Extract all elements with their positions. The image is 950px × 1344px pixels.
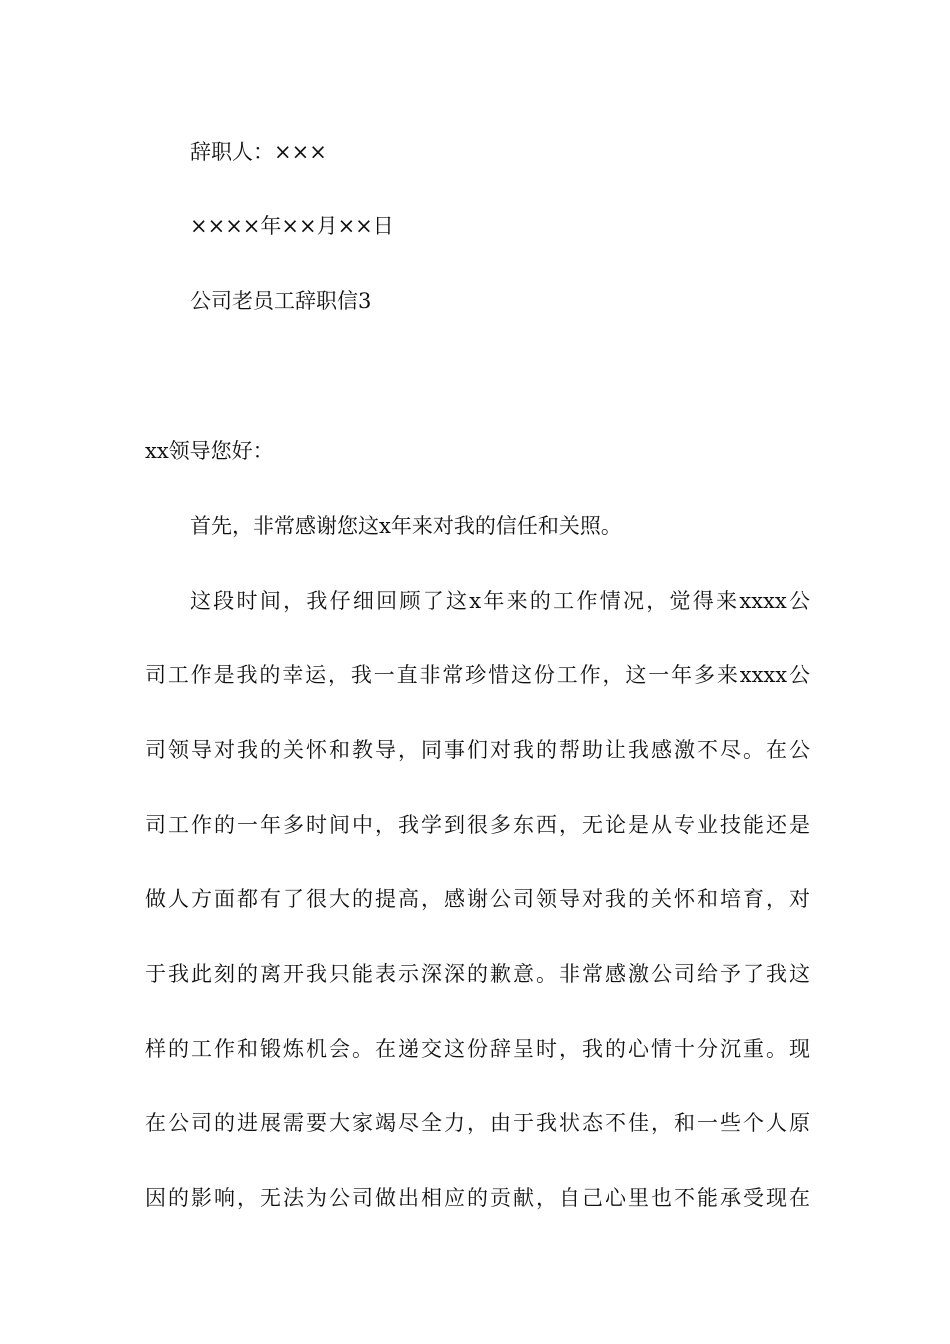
paragraph-2-line-8: 在公司的进展需要大家竭尽全力，由于我状态不佳，和一些个人原 <box>145 1111 810 1135</box>
paragraph-2-line-5: 做人方面都有了很大的提高，感谢公司领导对我的关怀和培育，对 <box>145 887 810 911</box>
paragraph-1: 首先，非常感谢您这x年来对我的信任和关照。 <box>190 514 622 538</box>
paragraph-2-line-4: 司工作的一年多时间中，我学到很多东西，无论是从专业技能还是 <box>145 813 810 837</box>
salutation: xx领导您好： <box>145 439 274 463</box>
date-line: ××××年××月××日 <box>190 214 394 238</box>
paragraph-2-line-1: 这段时间，我仔细回顾了这x年来的工作情况，觉得来xxxx公 <box>190 589 810 613</box>
letter-heading: 公司老员工辞职信3 <box>190 289 372 313</box>
resigner-line: 辞职人：××× <box>190 140 327 164</box>
paragraph-2-line-9: 因的影响，无法为公司做出相应的贡献，自己心里也不能承受现在 <box>145 1186 810 1210</box>
paragraph-2-line-6: 于我此刻的离开我只能表示深深的歉意。非常感激公司给予了我这 <box>145 962 810 986</box>
paragraph-2-line-7: 样的工作和锻炼机会。在递交这份辞呈时，我的心情十分沉重。现 <box>145 1037 810 1061</box>
paragraph-2-line-3: 司领导对我的关怀和教导，同事们对我的帮助让我感激不尽。在公 <box>145 738 810 762</box>
paragraph-2-line-2: 司工作是我的幸运，我一直非常珍惜这份工作，这一年多来xxxx公 <box>145 663 810 687</box>
